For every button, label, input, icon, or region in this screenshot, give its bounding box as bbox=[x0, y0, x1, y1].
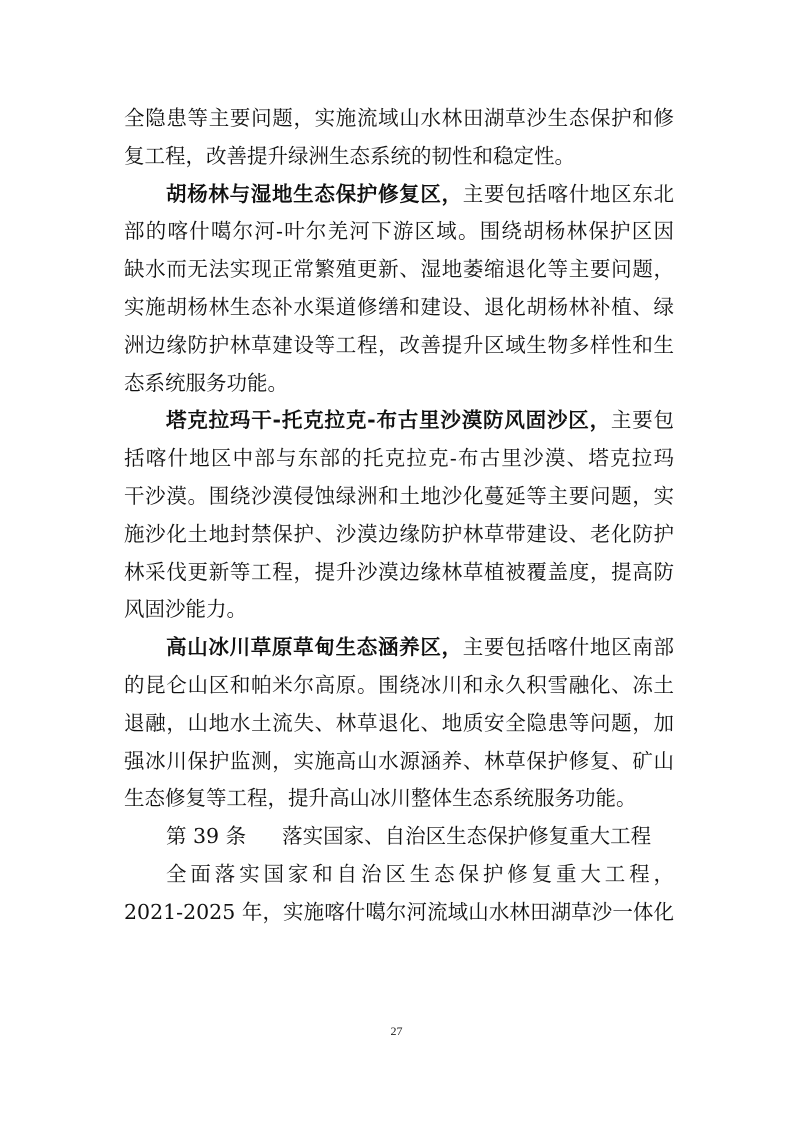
document-body bbox=[124, 100, 674, 932]
text-line bbox=[124, 176, 674, 214]
text-line: 括喀什地区中部与东部的托克拉克-布古里沙漠、塔克拉玛 bbox=[124, 446, 674, 471]
page-number: 27 bbox=[390, 1024, 403, 1038]
text-line: 林采伐更新等工程，提升沙漠边缘林草植被覆盖度，提高防 bbox=[124, 559, 674, 584]
text-line: 施沙化土地封禁保护、沙漠边缘防护林草带建设、老化防护 bbox=[124, 521, 674, 546]
text-line: 强冰川保护监测，实施高山水源涵养、林草保护修复、矿山 bbox=[124, 748, 674, 773]
zone-heading: 高山冰川草原草甸生态涵养区， bbox=[166, 635, 463, 660]
text-line: 部的喀什噶尔河-叶尔羌河下游区域。围绕胡杨林保护区因 bbox=[124, 219, 674, 244]
text-line: 的昆仑山区和帕米尔高原。围绕冰川和永久积雪融化、冻土 bbox=[124, 672, 674, 697]
text-line: 干沙漠。围绕沙漠侵蚀绿洲和土地沙化蔓延等主要问题，实 bbox=[124, 483, 674, 508]
text-line: 全隐患等主要问题，实施流域山水林田湖草沙生态保护和修 bbox=[124, 106, 674, 130]
text-line: 2021-2025 年，实施喀什噶尔河流域山水林田湖草沙一体化 bbox=[124, 899, 674, 924]
text-line: 实施胡杨林生态补水渠道修缮和建设、退化胡杨林补植、绿 bbox=[124, 294, 674, 319]
zone-heading: 胡杨林与湿地生态保护修复区， bbox=[166, 181, 463, 206]
text-line: 洲边缘防护林草建设等工程，改善提升区域生物多样性和生 bbox=[124, 332, 674, 357]
text-run: 主要包括喀什地区南部 bbox=[462, 635, 674, 660]
paragraph-alpine-glacier-zone bbox=[124, 629, 674, 818]
text-line: 退融，山地水土流失、林草退化、地质安全隐患等问题，加 bbox=[124, 710, 674, 735]
zone-heading: 塔克拉玛干-托克拉克-布古里沙漠防风固沙区， bbox=[166, 408, 611, 433]
article-title: 落实国家、自治区生态保护修复重大工程 bbox=[282, 824, 652, 849]
paragraph-desert-windbreak-zone bbox=[124, 402, 674, 629]
text-line bbox=[124, 402, 674, 440]
paragraph-oasis-continuation bbox=[124, 100, 674, 176]
text-line: 缺水而无法实现正常繁殖更新、湿地萎缩退化等主要问题， bbox=[124, 257, 674, 282]
text-run: 主要包 bbox=[610, 408, 674, 433]
article-heading bbox=[124, 818, 674, 856]
text-line: 风固沙能力。 bbox=[124, 597, 247, 622]
paragraph-major-projects bbox=[124, 856, 674, 932]
text-line: 生态修复等工程，提升高山冰川整体生态系统服务功能。 bbox=[124, 786, 637, 811]
text-line: 全面落实国家和自治区生态保护修复重大工程， bbox=[166, 861, 674, 886]
text-line: 复工程，改善提升绿洲生态系统的韧性和稳定性。 bbox=[124, 143, 575, 168]
text-line bbox=[124, 629, 674, 667]
text-line: 态系统服务功能。 bbox=[124, 370, 288, 395]
text-run: 主要包括喀什地区东北 bbox=[462, 181, 674, 206]
paragraph-poplar-wetland-zone bbox=[124, 176, 674, 403]
article-number: 第 39 条 bbox=[166, 824, 247, 849]
